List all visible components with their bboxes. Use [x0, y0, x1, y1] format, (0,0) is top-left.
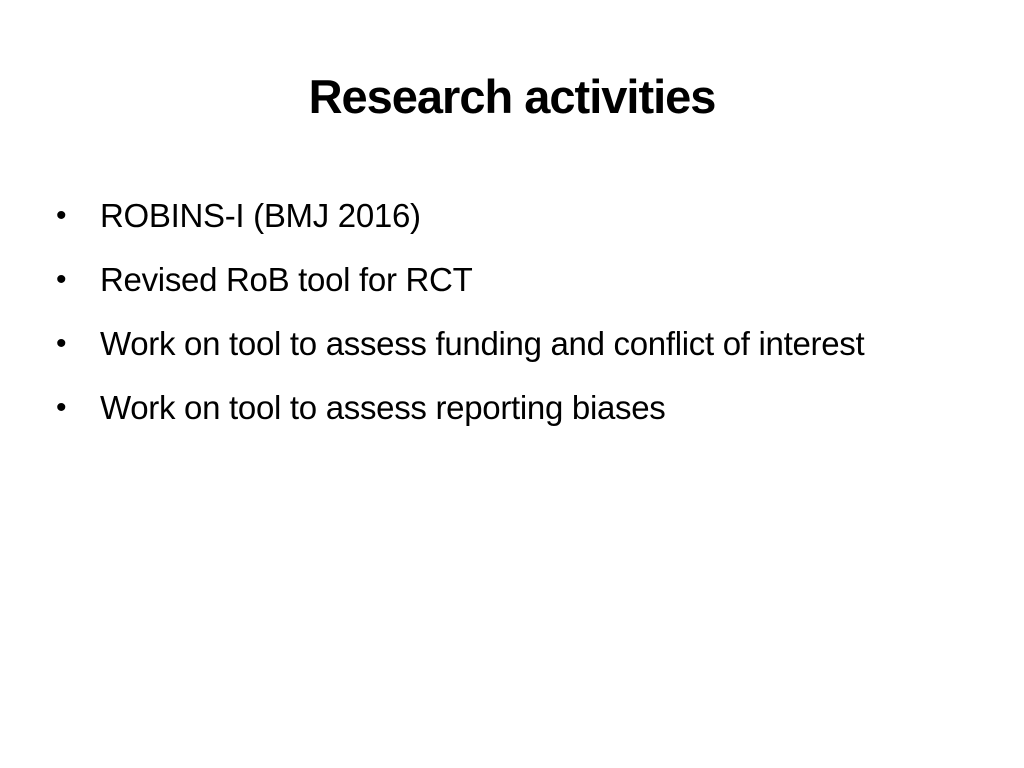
- bullet-list: [56, 190, 976, 446]
- bullet-item-robins-i: [56, 190, 976, 242]
- bullet-icon: •: [56, 263, 67, 296]
- bullet-text: Work on tool to assess reporting biases: [100, 389, 666, 426]
- bullet-text: ROBINS-I (BMJ 2016): [100, 197, 421, 234]
- bullet-item-revised-rob: [56, 254, 976, 306]
- bullet-item-reporting-biases: [56, 382, 976, 434]
- bullet-icon: •: [56, 391, 67, 424]
- bullet-item-funding-conflict: [56, 318, 976, 370]
- bullet-icon: •: [56, 327, 67, 360]
- bullet-text: Revised RoB tool for RCT: [100, 261, 473, 298]
- bullet-icon: •: [56, 199, 67, 232]
- bullet-text: Work on tool to assess funding and conflict of interest: [100, 325, 865, 362]
- slide-title: Research activities: [308, 70, 716, 123]
